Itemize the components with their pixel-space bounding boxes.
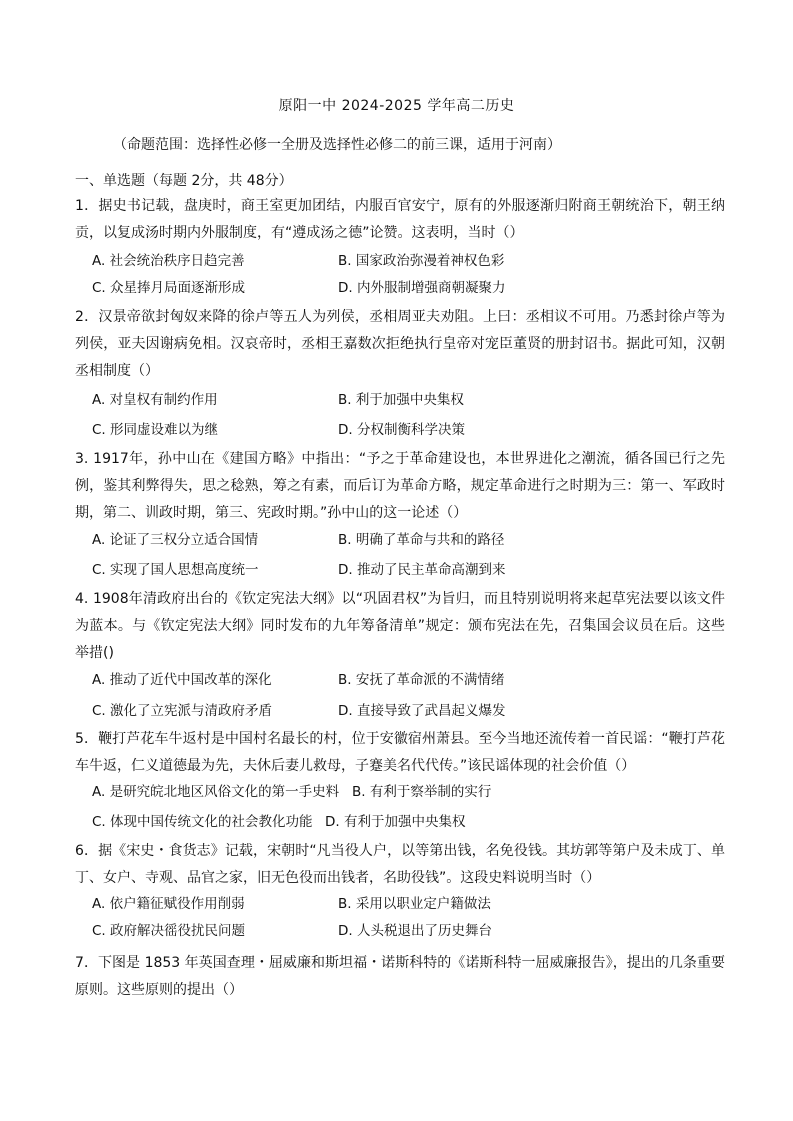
question-4-option-c[interactable]: C. 激化了立宪派与清政府矛盾 <box>92 703 273 719</box>
question-5-stem: 5．鞭打芦花车牛返村是中国村名最长的村，位于安徽宿州萧县。至今当地还流传着一首民谣：“鞭打芦花车牛返，仁义道德最为先，夫休后妻儿救母，子蹇美名代代传。”该民谣体现的社会价值（） <box>75 731 725 774</box>
question-1-option-c[interactable]: C. 众星捧月局面逐渐形成 <box>92 280 246 296</box>
question-1-stem: 1．据史书记载，盘庚时，商王室更加团结，内服百官安宁，原有的外服逐渐归附商王朝统治下，朝王纳贡，以复成汤时期内外服制度，有“遵成汤之德”论赞。这表明，当时（） <box>75 198 725 241</box>
question-4-option-a[interactable]: A. 推动了近代中国改革的深化 <box>92 672 272 688</box>
question-6-option-a[interactable]: A. 依户籍征赋役作用削弱 <box>92 896 245 912</box>
question-1-option-b[interactable]: B. 国家政治弥漫着神权色彩 <box>338 253 505 269</box>
question-2-option-c[interactable]: C. 形同虚设难以为继 <box>92 422 219 438</box>
question-1-option-a[interactable]: A. 社会统治秩序日趋完善 <box>92 253 245 269</box>
question-5-option-d[interactable]: D. 有利于加强中央集权 <box>325 814 466 830</box>
question-3-option-b[interactable]: B. 明确了革命与共和的路径 <box>338 532 505 548</box>
question-4-option-b[interactable]: B. 安抚了革命派的不满情绪 <box>338 672 505 688</box>
question-2-stem: 2．汉景帝欲封匈奴来降的徐卢等五人为列侯，丞相周亚夫劝阻。上曰：丞相议不可用。乃悉封徐卢等为列侯，亚夫因谢病免相。汉哀帝时，丞相王嘉数次拒绝执行皇帝对宠臣董贤的册封诏书。据此可知，汉朝丞相制度（） <box>75 309 725 379</box>
question-3-option-d[interactable]: D. 推动了民主革命高潮到来 <box>338 562 506 578</box>
question-6-option-b[interactable]: B. 采用以职业定户籍做法 <box>338 896 491 912</box>
question-2-option-d[interactable]: D. 分权制衡科学决策 <box>338 422 465 438</box>
page-title: 原阳一中 2024-2025 学年高二历史 <box>278 98 515 114</box>
section-heading: 一、单选题（每题 2分，共 48分） <box>75 173 293 189</box>
question-5-option-a[interactable]: A. 是研究皖北地区风俗文化的第一手史料 <box>92 784 340 800</box>
question-3-option-a[interactable]: A. 论证了三权分立适合国情 <box>92 532 259 548</box>
question-3-option-c[interactable]: C. 实现了国人思想高度统一 <box>92 562 259 578</box>
question-3-stem: 3. 1917年，孙中山在《建国方略》中指出：“予之于革命建设也，本世界进化之潮流，循各国已行之先例，鉴其利弊得失，思之稔熟，筹之有素，而后订为革命方略，规定革命进行之时期为三：第一、军政时期，第二、训政时期，第三、宪政时期。”孙中山的这一论述（） <box>75 451 725 521</box>
question-6-option-d[interactable]: D. 人头税退出了历史舞台 <box>338 923 492 939</box>
question-5-option-b[interactable]: B. 有利于察举制的实行 <box>352 784 492 800</box>
question-6-option-c[interactable]: C. 政府解决徭役扰民问题 <box>92 923 246 939</box>
question-7-stem: 7．下图是 1853 年英国查理・屈威廉和斯坦福・诺斯科特的《诺斯科特一屈威廉报告》，提出的几条重要原则。这些原则的提出（） <box>75 955 725 998</box>
question-6-stem: 6．据《宋史・食货志》记载，宋朝时“凡当役人户，以等第出钱，名免役钱。其坊郭等第户及未成丁、单丁、女户、寺观、品官之家，旧无色役而出钱者，名助役钱”。这段史料说明当时（） <box>75 843 725 886</box>
question-4-option-d[interactable]: D. 直接导致了武昌起义爆发 <box>338 703 506 719</box>
question-1-option-d[interactable]: D. 内外服制增强商朝凝聚力 <box>338 280 506 296</box>
exam-scope-note: （命题范围：选择性必修一全册及选择性必修二的前三课，适用于河南） <box>113 137 561 153</box>
question-4-stem: 4. 1908年清政府出台的《钦定宪法大纲》以“巩固君权”为旨归，而且特别说明将来起草宪法要以该文件为蓝本。与《钦定宪法大纲》同时发布的九年筹备清单”规定：颁布宪法在先，召集国会议员在后。这些举措() <box>75 591 725 661</box>
question-5-option-c[interactable]: C. 体现中国传统文化的社会教化功能 <box>92 814 313 830</box>
question-2-option-b[interactable]: B. 利于加强中央集权 <box>338 392 464 408</box>
question-2-option-a[interactable]: A. 对皇权有制约作用 <box>92 392 218 408</box>
